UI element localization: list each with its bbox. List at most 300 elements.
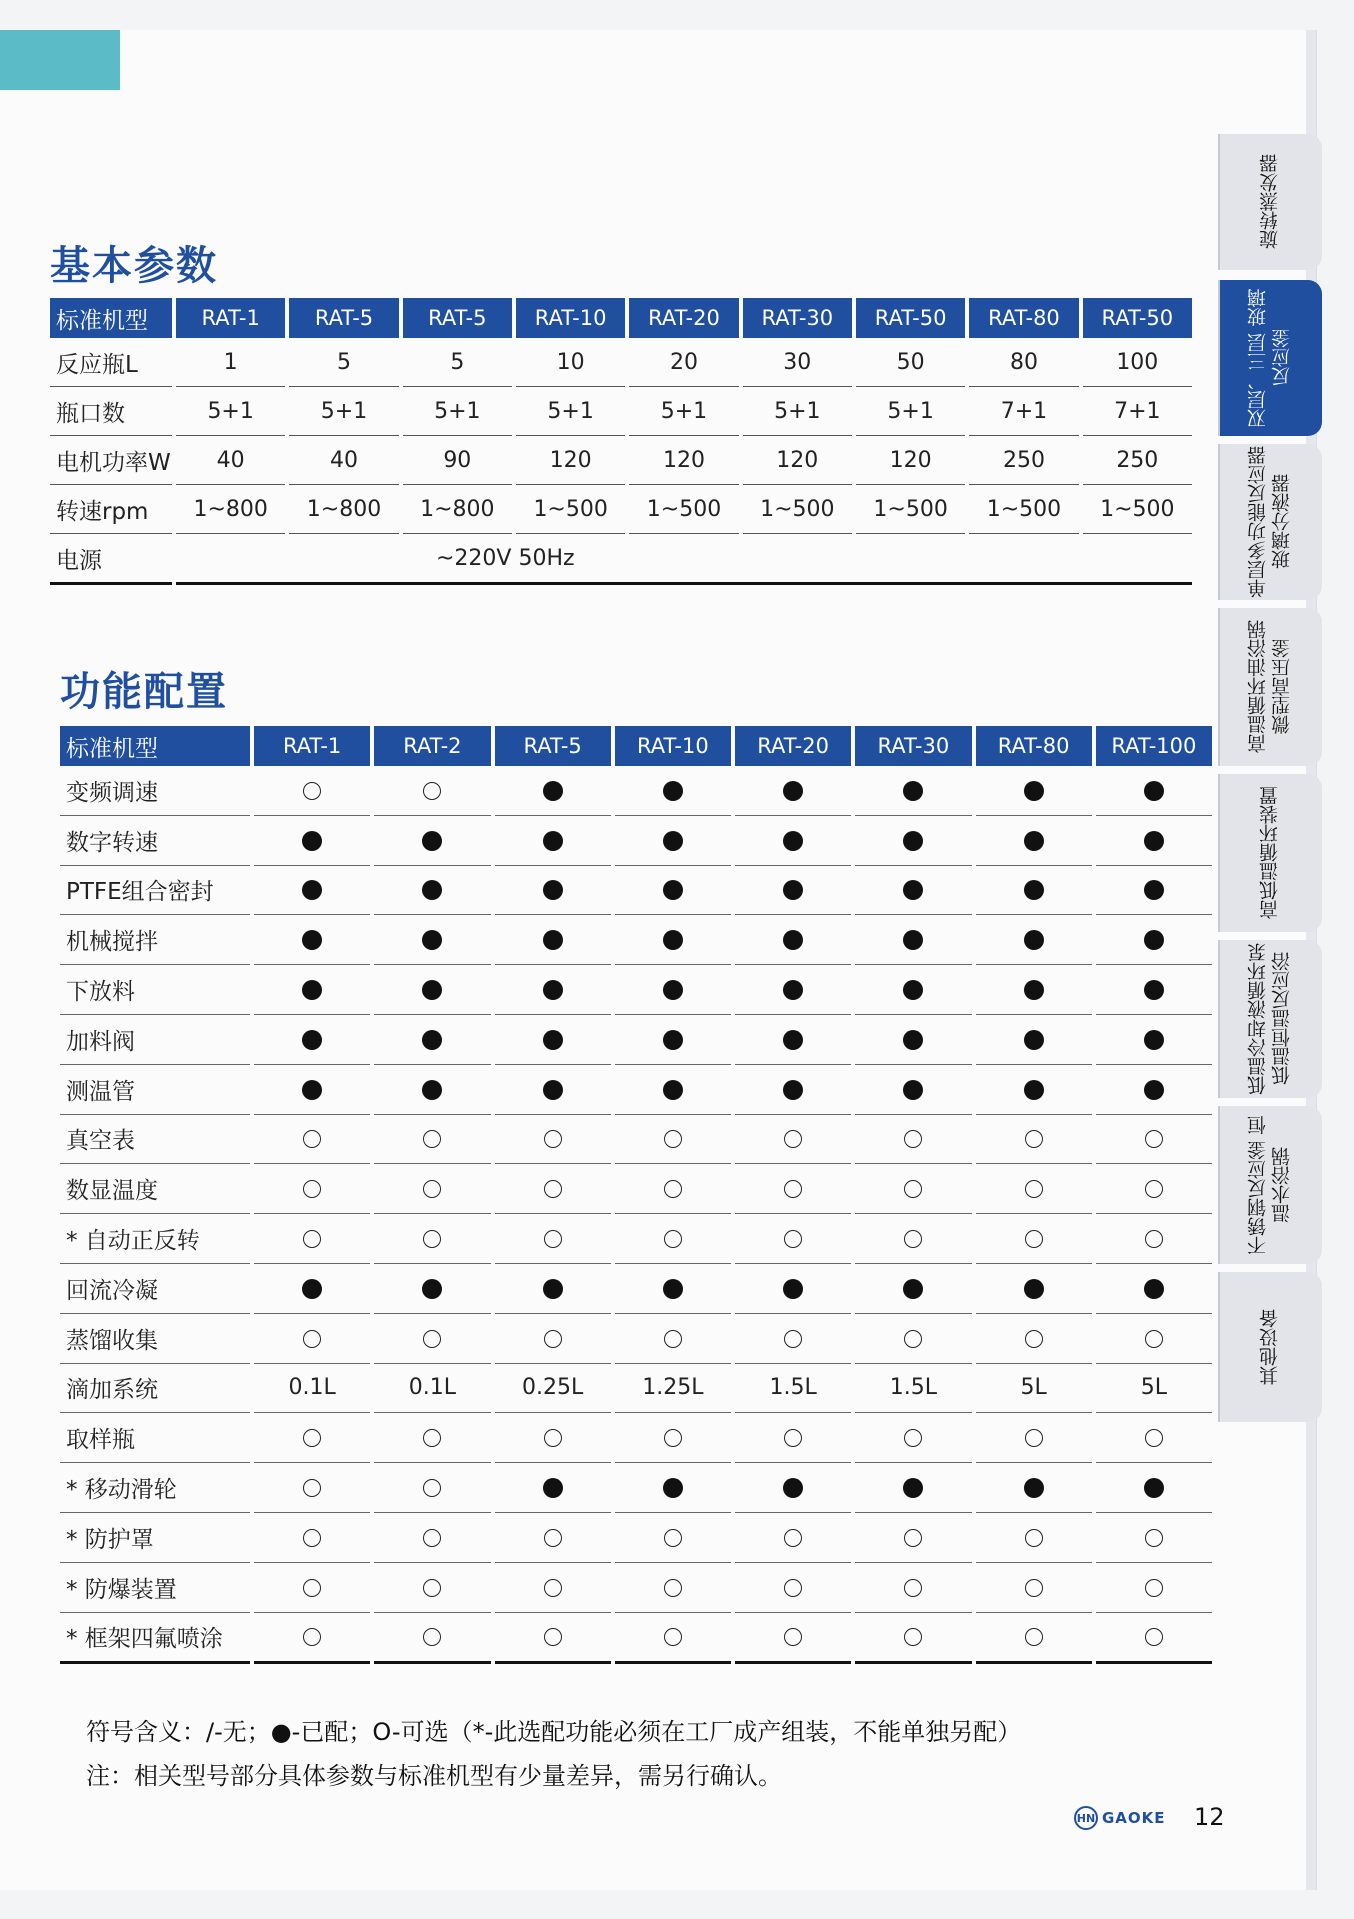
model-header: RAT-30: [855, 726, 971, 766]
table-cell: [615, 1314, 731, 1364]
equipped-dot-icon: [1144, 880, 1164, 900]
equipped-dot-icon: [663, 880, 683, 900]
table-cell: [976, 915, 1092, 965]
table-cell: [976, 1015, 1092, 1065]
row-label: 瓶口数: [50, 387, 172, 436]
function-config-table: [56, 726, 1216, 1664]
table-cell: [615, 1264, 731, 1314]
table-cell: 90: [403, 436, 512, 485]
table-cell: 100: [1083, 338, 1192, 387]
equipped-dot-icon: [1024, 1030, 1044, 1050]
table-cell: [615, 965, 731, 1015]
optional-circle-icon: [1145, 1330, 1163, 1348]
table-cell: [495, 1164, 611, 1214]
table-cell: [374, 1264, 490, 1314]
side-tab[interactable]: 高温循环油浴锅 微型高压釜: [1218, 608, 1322, 766]
equipped-dot-icon: [663, 930, 683, 950]
equipped-dot-icon: [783, 1080, 803, 1100]
table-cell: 1~800: [176, 485, 285, 534]
optional-circle-icon: [423, 1628, 441, 1646]
table-cell: [1096, 1214, 1212, 1264]
table-cell: [495, 1115, 611, 1165]
model-header: RAT-5: [403, 298, 512, 338]
equipped-dot-icon: [1144, 831, 1164, 851]
model-header: RAT-20: [735, 726, 851, 766]
row-label: 回流冷凝: [60, 1264, 250, 1314]
table-cell: [374, 816, 490, 866]
catalog-page: [0, 30, 1317, 1890]
table-row: [60, 1065, 1212, 1115]
table-cell: [735, 1463, 851, 1513]
equipped-dot-icon: [903, 880, 923, 900]
optional-circle-icon: [423, 1180, 441, 1198]
equipped-dot-icon: [543, 781, 563, 801]
equipped-dot-icon: [783, 781, 803, 801]
power-value: ~220V 50Hz: [176, 534, 1192, 585]
table-cell: [254, 1314, 370, 1364]
table-cell: [855, 1214, 971, 1264]
optional-circle-icon: [303, 1479, 321, 1497]
optional-circle-icon: [423, 1579, 441, 1597]
side-tab[interactable]: 高低温循环装置: [1218, 774, 1322, 932]
table-cell: [855, 1413, 971, 1463]
table-cell: 120: [516, 436, 625, 485]
table-cell: [976, 866, 1092, 916]
table-cell: [976, 965, 1092, 1015]
optional-circle-icon: [664, 1330, 682, 1348]
optional-circle-icon: [1025, 1429, 1043, 1447]
table-cell: [976, 1613, 1092, 1665]
table-cell: [615, 1164, 731, 1214]
equipped-dot-icon: [1024, 880, 1044, 900]
table-cell: [254, 1214, 370, 1264]
table-cell: [855, 1015, 971, 1065]
equipped-dot-icon: [663, 980, 683, 1000]
table-cell: [976, 816, 1092, 866]
side-tab[interactable]: 其他设备: [1218, 1272, 1322, 1422]
table-cell: [976, 1264, 1092, 1314]
table-cell: [254, 1513, 370, 1563]
optional-circle-icon: [784, 1628, 802, 1646]
equipped-dot-icon: [1144, 1478, 1164, 1498]
equipped-dot-icon: [543, 1080, 563, 1100]
table-cell: 120: [856, 436, 965, 485]
equipped-dot-icon: [1144, 1279, 1164, 1299]
equipped-dot-icon: [1144, 1030, 1164, 1050]
notes-block: [86, 1710, 1021, 1798]
table-cell: [615, 816, 731, 866]
optional-circle-icon: [904, 1628, 922, 1646]
equipped-dot-icon: [903, 831, 923, 851]
table-cell: 0.1L: [254, 1364, 370, 1414]
table-cell: [374, 1613, 490, 1665]
table-row: [60, 1214, 1212, 1264]
table-cell: [374, 1015, 490, 1065]
optional-circle-icon: [904, 1130, 922, 1148]
table-row: [60, 1164, 1212, 1214]
optional-circle-icon: [784, 1529, 802, 1547]
table-cell: 1~500: [969, 485, 1078, 534]
table-cell: [374, 1115, 490, 1165]
equipped-dot-icon: [903, 980, 923, 1000]
table-cell: [976, 1563, 1092, 1613]
equipped-dot-icon: [903, 1478, 923, 1498]
table-cell: [374, 1164, 490, 1214]
symbol-legend: 符号含义：/-无；●-已配；O-可选（*-此选配功能必须在工厂成产组装，不能单独另配）: [86, 1718, 1022, 1746]
row-label: * 移动滑轮: [60, 1463, 250, 1513]
row-label: * 自动正反转: [60, 1214, 250, 1264]
equipped-dot-icon: [1024, 930, 1044, 950]
table-cell: [374, 1463, 490, 1513]
table-cell: 0.1L: [374, 1364, 490, 1414]
table-cell: [855, 766, 971, 816]
equipped-dot-icon: [302, 930, 322, 950]
optional-circle-icon: [1025, 1130, 1043, 1148]
table-cell: [735, 1164, 851, 1214]
table-cell: [1096, 766, 1212, 816]
table-cell: [374, 1314, 490, 1364]
equipped-dot-icon: [1144, 781, 1164, 801]
table-cell: [1096, 1015, 1212, 1065]
equipped-dot-icon: [302, 880, 322, 900]
table-row: [60, 1613, 1212, 1665]
optional-circle-icon: [664, 1180, 682, 1198]
table-cell: [735, 1513, 851, 1563]
function-config-title: 功能配置: [60, 669, 228, 715]
row-label: 电源: [50, 534, 172, 585]
table-cell: 5+1: [176, 387, 285, 436]
table-cell: [254, 1065, 370, 1115]
table-row: [50, 338, 1192, 387]
table-cell: [855, 866, 971, 916]
table-cell: 120: [743, 436, 852, 485]
table-cell: [1096, 1563, 1212, 1613]
optional-circle-icon: [544, 1628, 562, 1646]
equipped-dot-icon: [783, 1030, 803, 1050]
model-header: RAT-1: [176, 298, 285, 338]
equipped-dot-icon: [422, 1080, 442, 1100]
table-cell: [976, 1214, 1092, 1264]
table-cell: [254, 1015, 370, 1065]
equipped-dot-icon: [783, 1279, 803, 1299]
table-cell: [1096, 965, 1212, 1015]
equipped-dot-icon: [663, 1279, 683, 1299]
row-label: * 防护罩: [60, 1513, 250, 1563]
table-cell: [254, 965, 370, 1015]
table-cell: 80: [969, 338, 1078, 387]
corner-mark: [0, 30, 120, 90]
table-cell: [615, 1413, 731, 1463]
optional-circle-icon: [1025, 1529, 1043, 1547]
row-label: 数显温度: [60, 1164, 250, 1214]
table-cell: [254, 1164, 370, 1214]
optional-circle-icon: [664, 1230, 682, 1248]
optional-circle-icon: [1025, 1628, 1043, 1646]
optional-circle-icon: [1145, 1180, 1163, 1198]
table-cell: [254, 1463, 370, 1513]
optional-circle-icon: [1145, 1529, 1163, 1547]
optional-circle-icon: [303, 1330, 321, 1348]
table-cell: [495, 915, 611, 965]
row-label: 变频调速: [60, 766, 250, 816]
equipped-dot-icon: [543, 1030, 563, 1050]
table-cell: [976, 1413, 1092, 1463]
table-cell: 5L: [976, 1364, 1092, 1414]
equipped-dot-icon: [783, 831, 803, 851]
equipped-dot-icon: [302, 1030, 322, 1050]
table-row: [60, 1364, 1212, 1414]
table-cell: [615, 1563, 731, 1613]
table-cell: [1096, 1115, 1212, 1165]
equipped-dot-icon: [903, 930, 923, 950]
table-cell: [495, 1613, 611, 1665]
table-cell: 120: [629, 436, 738, 485]
optional-circle-icon: [303, 782, 321, 800]
optional-circle-icon: [544, 1429, 562, 1447]
table-cell: [254, 766, 370, 816]
table-cell: [855, 1164, 971, 1214]
model-header: RAT-10: [516, 298, 625, 338]
table-cell: [1096, 1413, 1212, 1463]
footnote: 注：相关型号部分具体参数与标准机型有少量差异，需另行确认。: [86, 1762, 782, 1790]
table-cell: 30: [743, 338, 852, 387]
table-cell: [855, 816, 971, 866]
optional-circle-icon: [1145, 1429, 1163, 1447]
optional-circle-icon: [303, 1529, 321, 1547]
row-label: 加料阀: [60, 1015, 250, 1065]
table-cell: [1096, 1164, 1212, 1214]
side-tab[interactable]: 旋转蒸发器: [1218, 134, 1322, 270]
equipped-dot-icon: [1024, 831, 1044, 851]
optional-circle-icon: [904, 1330, 922, 1348]
side-tab[interactable]: 单层多功能反应器 玻璃分液器: [1218, 444, 1322, 600]
table-cell: [374, 1513, 490, 1563]
header-model-label: 标准机型: [50, 298, 172, 338]
side-tab[interactable]: 不锈钢反应釜 恒温水浴锅: [1218, 1106, 1322, 1264]
table-cell: [495, 1563, 611, 1613]
table-cell: [1096, 1264, 1212, 1314]
optional-circle-icon: [544, 1579, 562, 1597]
table-cell: [855, 965, 971, 1015]
table-row: [50, 436, 1192, 485]
side-tab[interactable]: 双层、三层 玻璃反应釜: [1218, 280, 1322, 436]
table-cell: [855, 1314, 971, 1364]
optional-circle-icon: [303, 1429, 321, 1447]
equipped-dot-icon: [543, 930, 563, 950]
side-tab[interactable]: 低温冷却液循环泵 低温恒温反应浴: [1218, 940, 1322, 1098]
table-row: [60, 1513, 1212, 1563]
model-header: RAT-100: [1096, 726, 1212, 766]
table-cell: [735, 866, 851, 916]
table-cell: 1~500: [743, 485, 852, 534]
table-cell: 1.5L: [735, 1364, 851, 1414]
table-cell: [735, 1413, 851, 1463]
table-cell: [254, 915, 370, 965]
equipped-dot-icon: [422, 1030, 442, 1050]
table-cell: [735, 965, 851, 1015]
table-cell: [735, 766, 851, 816]
table-cell: [495, 1015, 611, 1065]
equipped-dot-icon: [783, 930, 803, 950]
model-header: RAT-10: [615, 726, 731, 766]
table-cell: [615, 1513, 731, 1563]
model-header: RAT-20: [629, 298, 738, 338]
logo-wordmark: GAOKE: [1102, 1809, 1166, 1827]
equipped-dot-icon: [302, 980, 322, 1000]
optional-circle-icon: [1145, 1130, 1163, 1148]
table-cell: 1: [176, 338, 285, 387]
table-cell: [495, 1463, 611, 1513]
table-cell: 5+1: [403, 387, 512, 436]
table-cell: [495, 1214, 611, 1264]
table-cell: [615, 1015, 731, 1065]
equipped-dot-icon: [543, 1478, 563, 1498]
optional-circle-icon: [423, 1529, 441, 1547]
table-row: [60, 915, 1212, 965]
row-label: * 防爆装置: [60, 1563, 250, 1613]
table-cell: [855, 1513, 971, 1563]
table-row: [60, 866, 1212, 916]
table-cell: [374, 965, 490, 1015]
table-cell: [615, 1115, 731, 1165]
equipped-dot-icon: [903, 1030, 923, 1050]
equipped-dot-icon: [1024, 781, 1044, 801]
equipped-dot-icon: [903, 781, 923, 801]
table-cell: [615, 1065, 731, 1115]
table-cell: 40: [289, 436, 398, 485]
table-cell: [374, 866, 490, 916]
row-label: 滴加系统: [60, 1364, 250, 1414]
model-header: RAT-5: [495, 726, 611, 766]
table-cell: [254, 866, 370, 916]
table-row: [60, 1563, 1212, 1613]
table-cell: 5+1: [629, 387, 738, 436]
equipped-dot-icon: [543, 980, 563, 1000]
optional-circle-icon: [303, 1180, 321, 1198]
row-label: PTFE组合密封: [60, 866, 250, 916]
table-cell: [735, 1015, 851, 1065]
power-row: [50, 534, 1192, 585]
table-cell: 0.25L: [495, 1364, 611, 1414]
optional-circle-icon: [1025, 1230, 1043, 1248]
optional-circle-icon: [544, 1130, 562, 1148]
equipped-dot-icon: [1144, 930, 1164, 950]
table-cell: [855, 1065, 971, 1115]
table-cell: [735, 1214, 851, 1264]
table-cell: [495, 1065, 611, 1115]
table-cell: 1~500: [1083, 485, 1192, 534]
optional-circle-icon: [664, 1579, 682, 1597]
row-label: 反应瓶L: [50, 338, 172, 387]
optional-circle-icon: [1025, 1579, 1043, 1597]
table-cell: [495, 816, 611, 866]
table-row: [60, 965, 1212, 1015]
optional-circle-icon: [904, 1230, 922, 1248]
table-cell: [976, 1065, 1092, 1115]
table-cell: [976, 1115, 1092, 1165]
optional-circle-icon: [303, 1130, 321, 1148]
table-cell: [735, 915, 851, 965]
table-cell: [1096, 1314, 1212, 1364]
optional-circle-icon: [904, 1529, 922, 1547]
table-cell: [495, 965, 611, 1015]
table-cell: [855, 1115, 971, 1165]
row-label: 测温管: [60, 1065, 250, 1115]
table-cell: 40: [176, 436, 285, 485]
table-cell: [1096, 1463, 1212, 1513]
optional-circle-icon: [1145, 1230, 1163, 1248]
table-cell: [374, 1413, 490, 1463]
equipped-dot-icon: [422, 831, 442, 851]
table-row: [60, 1115, 1212, 1165]
row-label: 取样瓶: [60, 1413, 250, 1463]
equipped-dot-icon: [302, 1279, 322, 1299]
table-cell: [735, 1613, 851, 1665]
table-cell: [254, 1413, 370, 1463]
table-cell: 1~500: [516, 485, 625, 534]
row-label: 下放料: [60, 965, 250, 1015]
table-cell: 1~800: [289, 485, 398, 534]
table-cell: 5: [403, 338, 512, 387]
row-label: 机械搅拌: [60, 915, 250, 965]
table-cell: [495, 1314, 611, 1364]
optional-circle-icon: [423, 1230, 441, 1248]
equipped-dot-icon: [663, 1030, 683, 1050]
equipped-dot-icon: [302, 831, 322, 851]
table-cell: [855, 1264, 971, 1314]
table-cell: [374, 1065, 490, 1115]
equipped-dot-icon: [663, 1478, 683, 1498]
table-cell: 1~500: [629, 485, 738, 534]
equipped-dot-icon: [663, 781, 683, 801]
equipped-dot-icon: [422, 880, 442, 900]
table-cell: 1~800: [403, 485, 512, 534]
table-cell: [254, 1613, 370, 1665]
table-cell: [254, 1264, 370, 1314]
table-cell: [735, 1065, 851, 1115]
model-header: RAT-80: [969, 298, 1078, 338]
optional-circle-icon: [423, 1429, 441, 1447]
equipped-dot-icon: [543, 1279, 563, 1299]
table-row: [50, 485, 1192, 534]
table-cell: 1.5L: [855, 1364, 971, 1414]
table-cell: 250: [969, 436, 1078, 485]
page-number: 12: [1194, 1803, 1225, 1831]
optional-circle-icon: [784, 1230, 802, 1248]
table-cell: [735, 1264, 851, 1314]
table-cell: [735, 1115, 851, 1165]
table-cell: [976, 1314, 1092, 1364]
table-row: [60, 1314, 1212, 1364]
equipped-dot-icon: [422, 1279, 442, 1299]
table-row: [60, 1463, 1212, 1513]
table-cell: 5+1: [516, 387, 625, 436]
equipped-dot-icon: [543, 880, 563, 900]
table-cell: [254, 1563, 370, 1613]
equipped-dot-icon: [1144, 1080, 1164, 1100]
table-cell: [615, 1613, 731, 1665]
table-cell: [615, 1214, 731, 1264]
table-row: [60, 1015, 1212, 1065]
table-cell: [1096, 915, 1212, 965]
equipped-dot-icon: [1024, 1080, 1044, 1100]
header-model-label: 标准机型: [60, 726, 250, 766]
equipped-dot-icon: [302, 1080, 322, 1100]
table-cell: [495, 1264, 611, 1314]
table-cell: [615, 915, 731, 965]
row-label: 转速rpm: [50, 485, 172, 534]
equipped-dot-icon: [663, 1080, 683, 1100]
